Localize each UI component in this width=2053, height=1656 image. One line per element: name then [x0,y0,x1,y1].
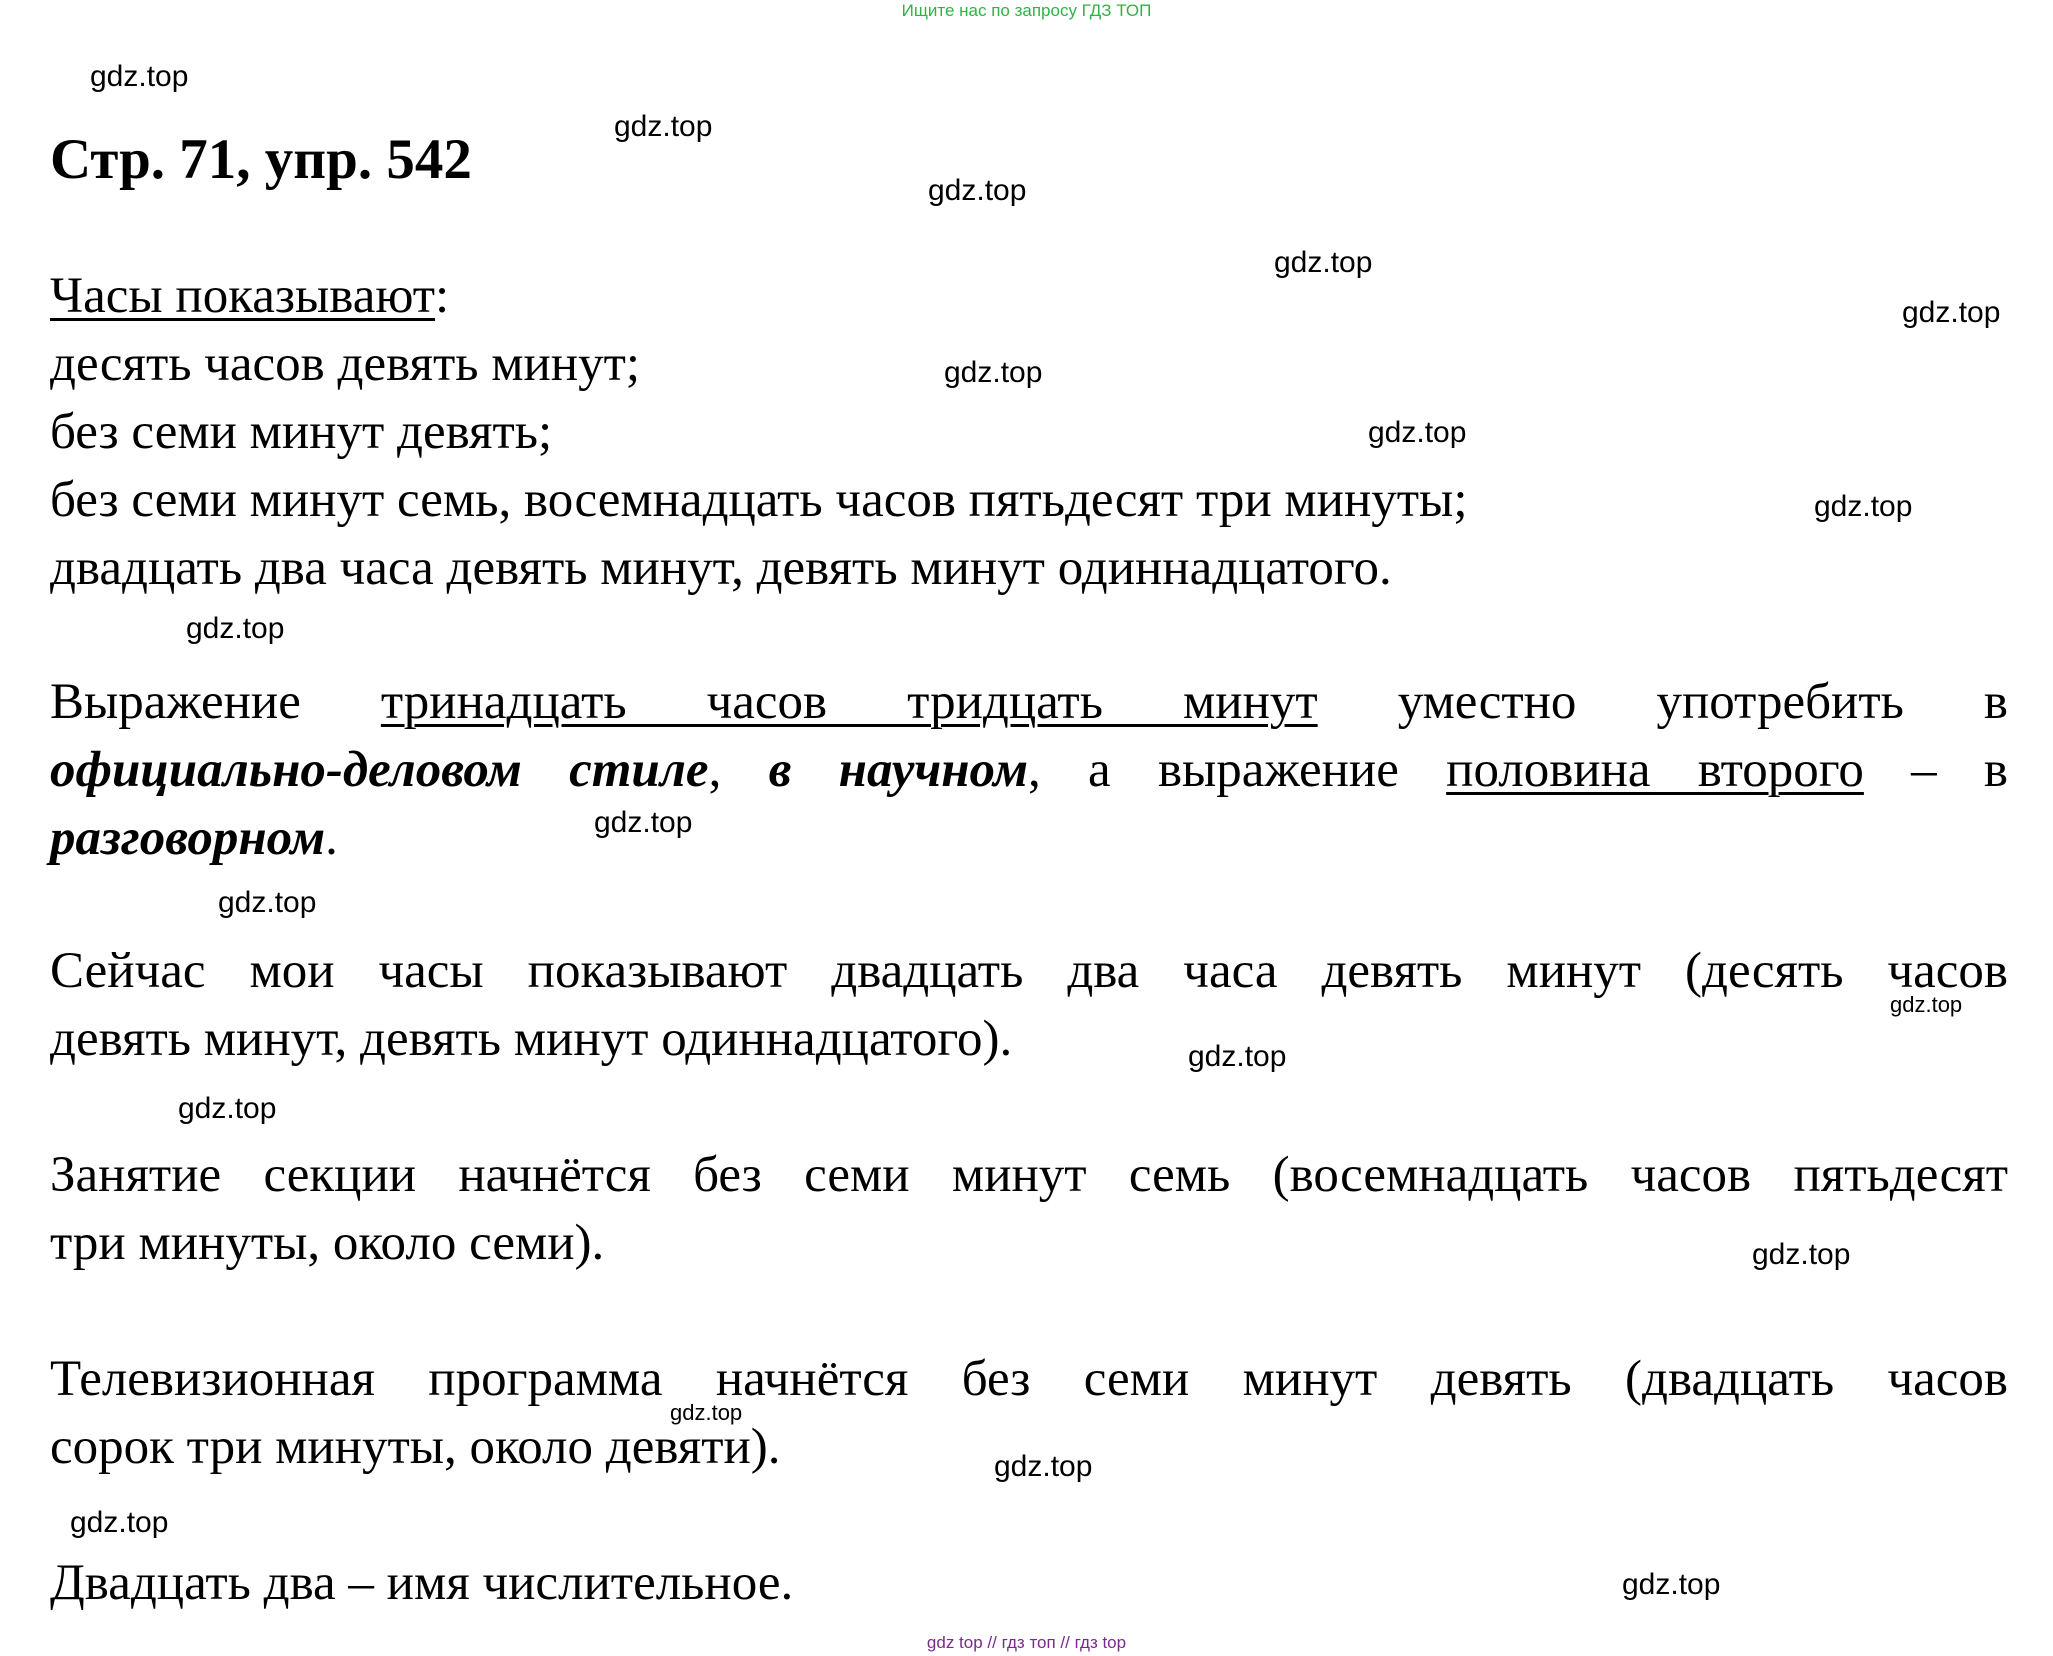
phrase-underlined: тринадцать часов тридцать минут [380,674,1318,730]
watermark: gdz.top [944,356,1043,389]
watermark: gdz.top [1622,1568,1721,1601]
comma: , [708,742,722,798]
my-clock-line-2: девять минут, девять минут одиннадцатого). [50,1011,1013,1067]
reading-line-2: без семи минут девять; [50,404,553,460]
heading-underlined: Часы показывают [50,268,436,324]
reading-line-3: без семи минут семь, восемнадцать часов пятьдесят три минуты; [50,472,1468,528]
watermark: gdz.top [178,1092,277,1125]
watermark: gdz.top [1188,1040,1287,1073]
watermark: gdz.top [594,806,693,839]
section-line-2: три минуты, около семи). [50,1215,605,1271]
section-block [50,1141,2008,1277]
expression-word: Выражение [50,674,301,730]
watermark: gdz.top [218,886,317,919]
expression-end: . [325,810,338,866]
clock-readings-block [50,262,2008,602]
expression-line-3 [50,804,2008,872]
tv-line-1: Телевизионная программа начнётся без семи минут девять (двадцать часов [50,1351,2008,1407]
expression-usage: уместно употребить в [1397,674,2009,730]
expression-dash: – в [1911,742,2009,798]
numeral-line: Двадцать два – имя числительное. [50,1555,794,1611]
phrase2-underlined: половина второго [1446,742,1864,798]
bottom-banner[interactable] [0,1632,2053,1654]
page-title: Стр. 71, упр. 542 [50,128,472,191]
watermark: gdz.top [70,1506,169,1539]
watermark: gdz.top [1368,416,1467,449]
watermark: gdz.top [994,1450,1093,1483]
expression-style-block [50,668,2008,872]
watermark: gdz.top [1752,1238,1851,1271]
watermark: gdz.top [186,612,285,645]
expression-line-2 [50,736,2008,804]
heading-colon: : [435,268,450,324]
watermark: gdz.top [1814,490,1913,523]
bottom-banner-text[interactable]: gdz top // гдз топ // гдз top [926,1633,1127,1652]
watermark: gdz.top [90,60,189,93]
watermark: gdz.top [928,174,1027,207]
watermark: gdz.top [1274,246,1373,279]
tv-line-2: сорок три минуты, около девяти). [50,1419,781,1475]
reading-line-1: десять часов девять минут; [50,336,641,392]
style-scientific: в научном [768,742,1029,798]
top-banner[interactable] [0,0,2053,22]
style-colloquial: разговорном [50,810,326,866]
watermark: gdz.top [670,1400,743,1425]
top-banner-text[interactable]: Ищите нас по запросу ГДЗ ТОП [901,1,1152,20]
my-clock-line-1: Сейчас мои часы показывают двадцать два часа девять минут (десять часов [50,943,2008,999]
expression-line-1 [50,668,2008,736]
watermark: gdz.top [1902,296,2001,329]
style-official: официально-деловом стиле [50,742,709,798]
watermark: gdz.top [1890,992,1963,1017]
clock-readings-heading [50,262,2008,330]
my-clock-block [50,937,2008,1073]
section-line-1: Занятие секции начнётся без семи минут семь (восемнадцать часов пятьдесят [50,1147,2008,1203]
watermark: gdz.top [614,110,713,143]
reading-line-4: двадцать два часа девять минут, девять минут одиннадцатого. [50,540,1392,596]
expression-mid: , а выражение [1028,742,1399,798]
